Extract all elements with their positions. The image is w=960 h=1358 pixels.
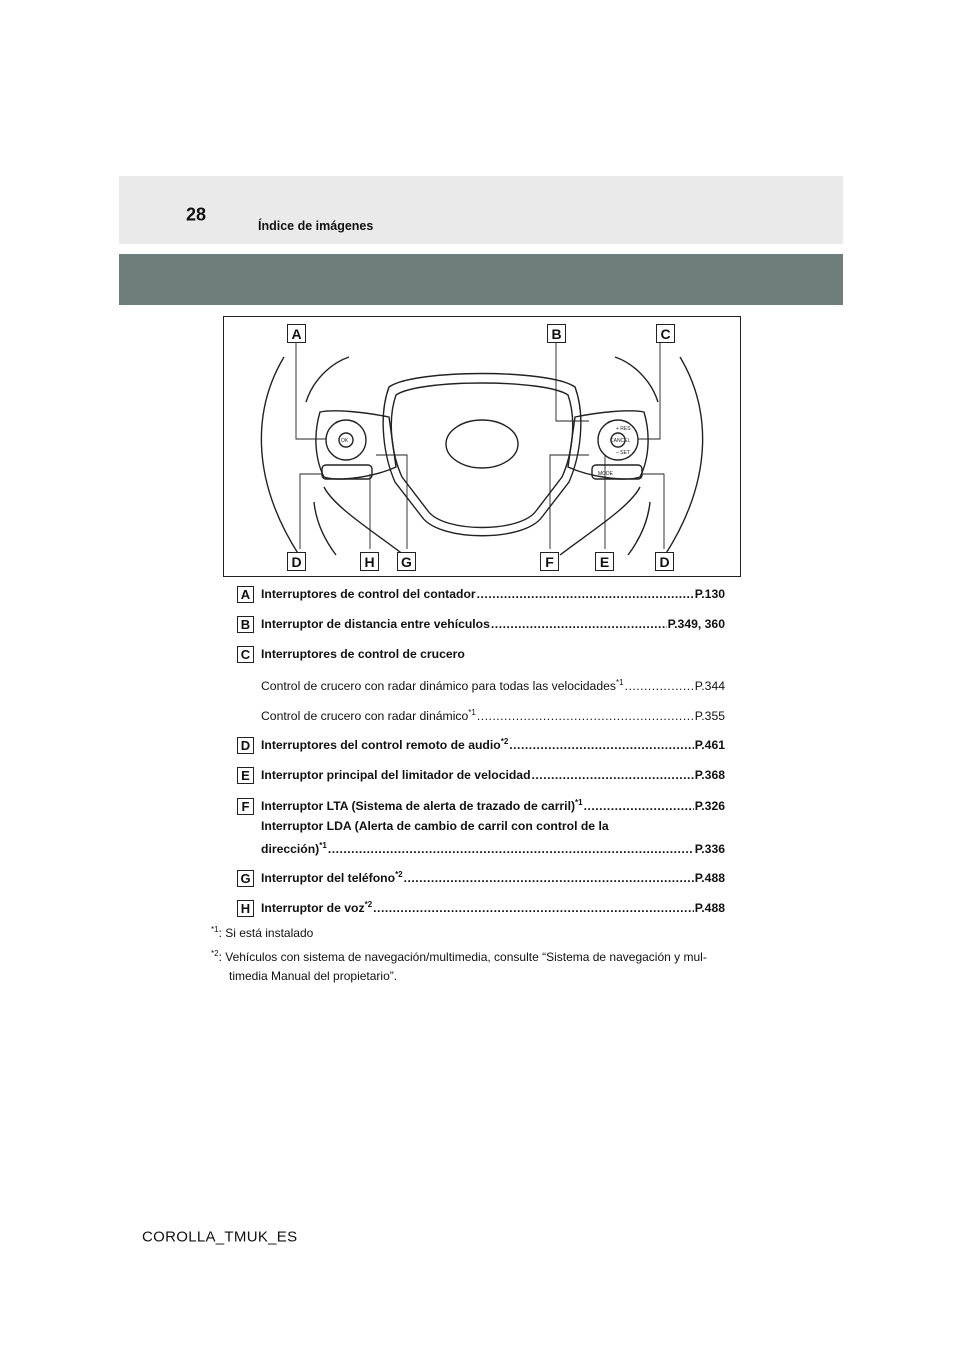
- list-item: [237, 645, 725, 667]
- steering-wheel-figure: [223, 316, 741, 577]
- set-label: – SET: [616, 450, 630, 456]
- page-ref-link[interactable]: P.488: [694, 871, 725, 885]
- footnote-mark: *1: [468, 707, 476, 717]
- item-badge: A: [237, 586, 254, 603]
- item-text: Interruptores del control remoto de audio: [261, 738, 501, 752]
- footnote-mark: *2: [500, 736, 509, 746]
- item-text: Interruptor de voz: [261, 901, 365, 915]
- rim-arc-top-right: [615, 357, 658, 402]
- callout-b: B: [547, 324, 566, 343]
- footnote-mark: *2: [395, 869, 403, 879]
- list-item: [237, 869, 725, 891]
- list-item: [237, 585, 725, 607]
- footnote-mark: *2: [211, 949, 219, 958]
- footnote-mark: *2: [364, 899, 373, 909]
- page-ref-link[interactable]: P.461: [694, 738, 725, 752]
- item-badge: C: [237, 646, 254, 663]
- item-text: Interruptores de control de crucero: [261, 647, 465, 661]
- leader-d-left: [300, 474, 322, 549]
- callout-e: E: [595, 552, 614, 571]
- lower-right-curve: [628, 502, 650, 555]
- leader-c: [638, 341, 660, 439]
- rim-arc-top-left: [306, 357, 349, 402]
- hub-outline-inner: [391, 383, 572, 528]
- page-ref-link[interactable]: P.368: [694, 768, 725, 782]
- footnote-mark: *1: [575, 797, 583, 807]
- page-ref-link[interactable]: P.349, 360: [667, 617, 725, 631]
- item-text: Interruptor del teléfono: [261, 871, 396, 885]
- item-text: Interruptor principal del limitador de velocidad: [261, 768, 531, 782]
- page-number: 28: [186, 204, 207, 225]
- callout-g: G: [397, 552, 416, 571]
- header-band: [119, 176, 843, 244]
- list-item-continuation: [237, 840, 725, 862]
- mode-label: MODE: [598, 471, 613, 477]
- callout-a: A: [287, 324, 306, 343]
- item-badge: D: [237, 737, 254, 754]
- section-title: Índice de imágenes: [258, 219, 374, 233]
- sub-item-text: Control de crucero con radar dinámico: [261, 709, 469, 723]
- cancel-label: CANCEL: [610, 438, 631, 444]
- footnote-2-continuation: timedia Manual del propietario”.: [229, 969, 398, 983]
- left-spoke: [316, 411, 396, 479]
- footnote-text: : Vehículos con sistema de navegación/multimedia, consulte “Sistema de navegación y mul-: [218, 950, 707, 964]
- footnote-text: : Si está instalado: [218, 926, 314, 940]
- item-badge: H: [237, 900, 254, 917]
- callout-f: F: [540, 552, 559, 571]
- sub-item: [237, 677, 725, 699]
- callout-d-left: D: [287, 552, 306, 571]
- page-ref-link[interactable]: P.355: [694, 709, 725, 723]
- lower-left-curve: [314, 502, 336, 555]
- callout-c: C: [656, 324, 675, 343]
- res-label: + RES: [616, 426, 631, 432]
- footnote-1: [211, 926, 313, 940]
- list-item: [237, 899, 725, 921]
- footnote-mark: *1: [211, 925, 219, 934]
- callout-h: H: [360, 552, 379, 571]
- page-ref-link[interactable]: P.326: [694, 799, 725, 813]
- footnote-mark: *1: [319, 840, 327, 850]
- sub-item-text: Control de crucero con radar dinámico para todas las velocidades: [261, 679, 616, 693]
- item-text: Interruptores de control del contador: [261, 587, 476, 601]
- page-ref-link[interactable]: P.488: [694, 901, 725, 915]
- document-code: COROLLA_TMUK_ES: [142, 1228, 298, 1246]
- callout-d-right: D: [655, 552, 674, 571]
- page-ref-link[interactable]: P.336: [694, 842, 725, 856]
- item-text: Interruptor de distancia entre vehículos: [261, 617, 490, 631]
- outer-rim-left: [261, 357, 299, 555]
- airbag-emblem: [446, 420, 518, 468]
- item-badge: B: [237, 616, 254, 633]
- section-banner: [119, 254, 843, 305]
- outer-rim-right: [665, 357, 703, 555]
- list-item: [237, 615, 725, 637]
- footnote-mark: *1: [616, 677, 624, 687]
- footnote-2: [211, 950, 707, 964]
- item-text-continuation: Interruptor LDA (Alerta de cambio de carril con control de la: [261, 819, 609, 833]
- list-item: [237, 736, 725, 758]
- lower-left-spoke: [324, 487, 404, 555]
- item-badge: G: [237, 870, 254, 887]
- leader-f: [550, 455, 589, 549]
- item-text: dirección): [261, 842, 320, 856]
- ok-label: OK: [341, 438, 349, 444]
- page-ref-link[interactable]: P.344: [694, 679, 725, 693]
- list-item: [237, 797, 725, 819]
- leader-d-right: [642, 474, 664, 549]
- page-ref-link[interactable]: P.130: [694, 587, 725, 601]
- item-badge: E: [237, 767, 254, 784]
- lower-right-spoke: [560, 487, 640, 555]
- sub-item: [237, 707, 725, 729]
- list-item: [237, 766, 725, 788]
- item-text: Interruptor LTA (Sistema de alerta de trazado de carril): [261, 799, 576, 813]
- item-badge: F: [237, 798, 254, 815]
- steering-wheel-illustration: [224, 317, 740, 576]
